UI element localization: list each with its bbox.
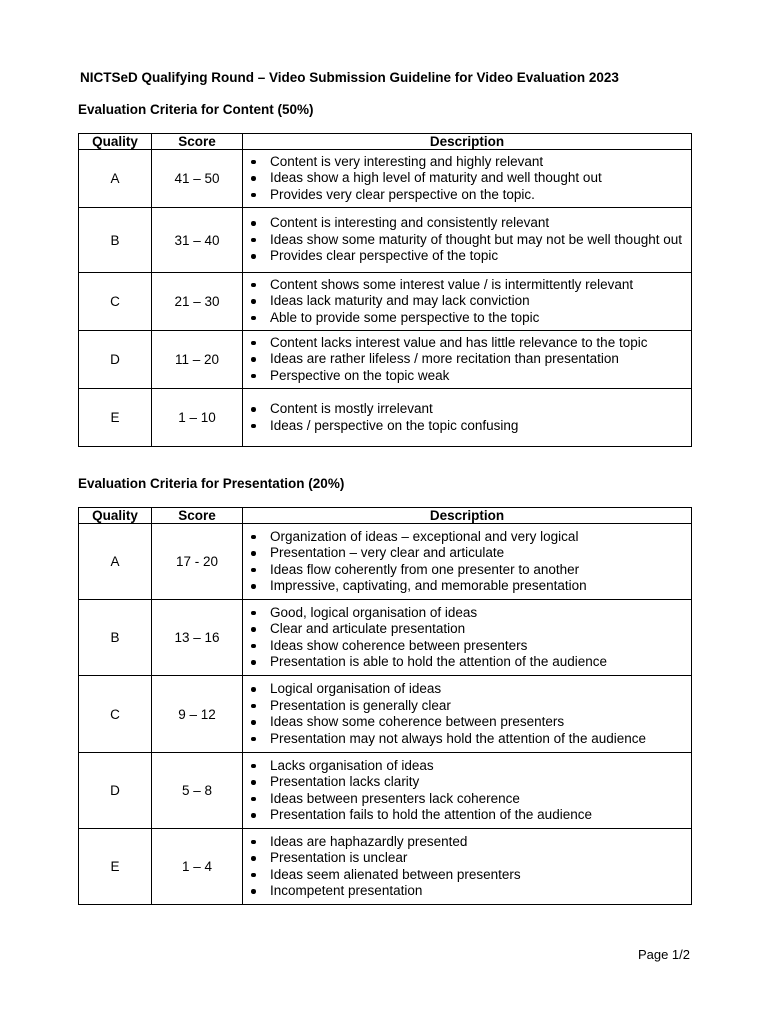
description-cell bbox=[243, 753, 692, 829]
list-item: Content is very interesting and highly relevant bbox=[243, 154, 691, 171]
content-section-title: Evaluation Criteria for Content (50%) bbox=[78, 102, 314, 117]
description-cell bbox=[243, 331, 692, 389]
list-item: Presentation is generally clear bbox=[243, 698, 691, 715]
document-title: NICTSeD Qualifying Round – Video Submission Guideline for Video Evaluation 2023 bbox=[80, 70, 619, 85]
list-item: Content is interesting and consistently relevant bbox=[243, 215, 691, 232]
list-item: Incompetent presentation bbox=[243, 883, 691, 900]
list-item: Presentation may not always hold the attention of the audience bbox=[243, 731, 691, 748]
list-item: Organization of ideas – exceptional and very logical bbox=[243, 529, 691, 546]
list-item: Ideas lack maturity and may lack conviction bbox=[243, 293, 691, 310]
description-cell bbox=[243, 829, 692, 905]
list-item: Ideas between presenters lack coherence bbox=[243, 791, 691, 808]
list-item: Ideas show some maturity of thought but may not be well thought out bbox=[243, 232, 691, 249]
list-item: Clear and articulate presentation bbox=[243, 621, 691, 638]
list-item: Ideas are rather lifeless / more recitation than presentation bbox=[243, 351, 691, 368]
list-item: Good, logical organisation of ideas bbox=[243, 605, 691, 622]
table-row bbox=[79, 208, 692, 273]
description-cell bbox=[243, 150, 692, 208]
score-cell: 41 – 50 bbox=[152, 150, 243, 208]
header-quality: Quality bbox=[79, 508, 152, 524]
list-item: Content shows some interest value / is intermittently relevant bbox=[243, 277, 691, 294]
quality-cell: A bbox=[79, 150, 152, 208]
score-cell: 31 – 40 bbox=[152, 208, 243, 273]
description-cell bbox=[243, 208, 692, 273]
description-cell bbox=[243, 524, 692, 600]
table-row bbox=[79, 676, 692, 753]
description-cell bbox=[243, 273, 692, 331]
list-item: Ideas / perspective on the topic confusing bbox=[243, 418, 691, 435]
table-row bbox=[79, 524, 692, 600]
quality-cell: A bbox=[79, 524, 152, 600]
content-criteria-table bbox=[78, 133, 692, 447]
table-row bbox=[79, 829, 692, 905]
list-item: Presentation is unclear bbox=[243, 850, 691, 867]
quality-cell: B bbox=[79, 208, 152, 273]
score-cell: 5 – 8 bbox=[152, 753, 243, 829]
list-item: Ideas are haphazardly presented bbox=[243, 834, 691, 851]
list-item: Impressive, captivating, and memorable presentation bbox=[243, 578, 691, 595]
list-item: Ideas seem alienated between presenters bbox=[243, 867, 691, 884]
table-row bbox=[79, 753, 692, 829]
table-header-row bbox=[79, 508, 692, 524]
list-item: Logical organisation of ideas bbox=[243, 681, 691, 698]
list-item: Ideas show some coherence between presenters bbox=[243, 714, 691, 731]
presentation-section-title: Evaluation Criteria for Presentation (20%) bbox=[78, 476, 345, 491]
score-cell: 9 – 12 bbox=[152, 676, 243, 753]
table-row bbox=[79, 150, 692, 208]
table-row bbox=[79, 389, 692, 447]
quality-cell: D bbox=[79, 753, 152, 829]
list-item: Perspective on the topic weak bbox=[243, 368, 691, 385]
list-item: Able to provide some perspective to the topic bbox=[243, 310, 691, 327]
header-score: Score bbox=[152, 134, 243, 150]
quality-cell: B bbox=[79, 600, 152, 676]
list-item: Ideas show a high level of maturity and well thought out bbox=[243, 170, 691, 187]
list-item: Ideas flow coherently from one presenter to another bbox=[243, 562, 691, 579]
list-item: Presentation – very clear and articulate bbox=[243, 545, 691, 562]
table-row bbox=[79, 273, 692, 331]
score-cell: 11 – 20 bbox=[152, 331, 243, 389]
table-header-row bbox=[79, 134, 692, 150]
header-description: Description bbox=[243, 134, 692, 150]
page-number: Page 1/2 bbox=[637, 947, 690, 962]
quality-cell: C bbox=[79, 676, 152, 753]
score-cell: 13 – 16 bbox=[152, 600, 243, 676]
list-item: Content is mostly irrelevant bbox=[243, 401, 691, 418]
list-item: Lacks organisation of ideas bbox=[243, 758, 691, 775]
description-cell bbox=[243, 676, 692, 753]
list-item: Presentation lacks clarity bbox=[243, 774, 691, 791]
table-row bbox=[79, 600, 692, 676]
description-cell bbox=[243, 389, 692, 447]
score-cell: 1 – 10 bbox=[152, 389, 243, 447]
header-score: Score bbox=[152, 508, 243, 524]
list-item: Presentation is able to hold the attention of the audience bbox=[243, 654, 691, 671]
list-item: Provides clear perspective of the topic bbox=[243, 248, 691, 265]
score-cell: 21 – 30 bbox=[152, 273, 243, 331]
header-quality: Quality bbox=[79, 134, 152, 150]
quality-cell: E bbox=[79, 829, 152, 905]
score-cell: 17 - 20 bbox=[152, 524, 243, 600]
quality-cell: C bbox=[79, 273, 152, 331]
list-item: Provides very clear perspective on the topic. bbox=[243, 187, 691, 204]
table-row bbox=[79, 331, 692, 389]
list-item: Presentation fails to hold the attention of the audience bbox=[243, 807, 691, 824]
quality-cell: D bbox=[79, 331, 152, 389]
list-item: Ideas show coherence between presenters bbox=[243, 638, 691, 655]
list-item: Content lacks interest value and has little relevance to the topic bbox=[243, 335, 691, 352]
presentation-criteria-table bbox=[78, 507, 692, 905]
quality-cell: E bbox=[79, 389, 152, 447]
description-cell bbox=[243, 600, 692, 676]
header-description: Description bbox=[243, 508, 692, 524]
score-cell: 1 – 4 bbox=[152, 829, 243, 905]
